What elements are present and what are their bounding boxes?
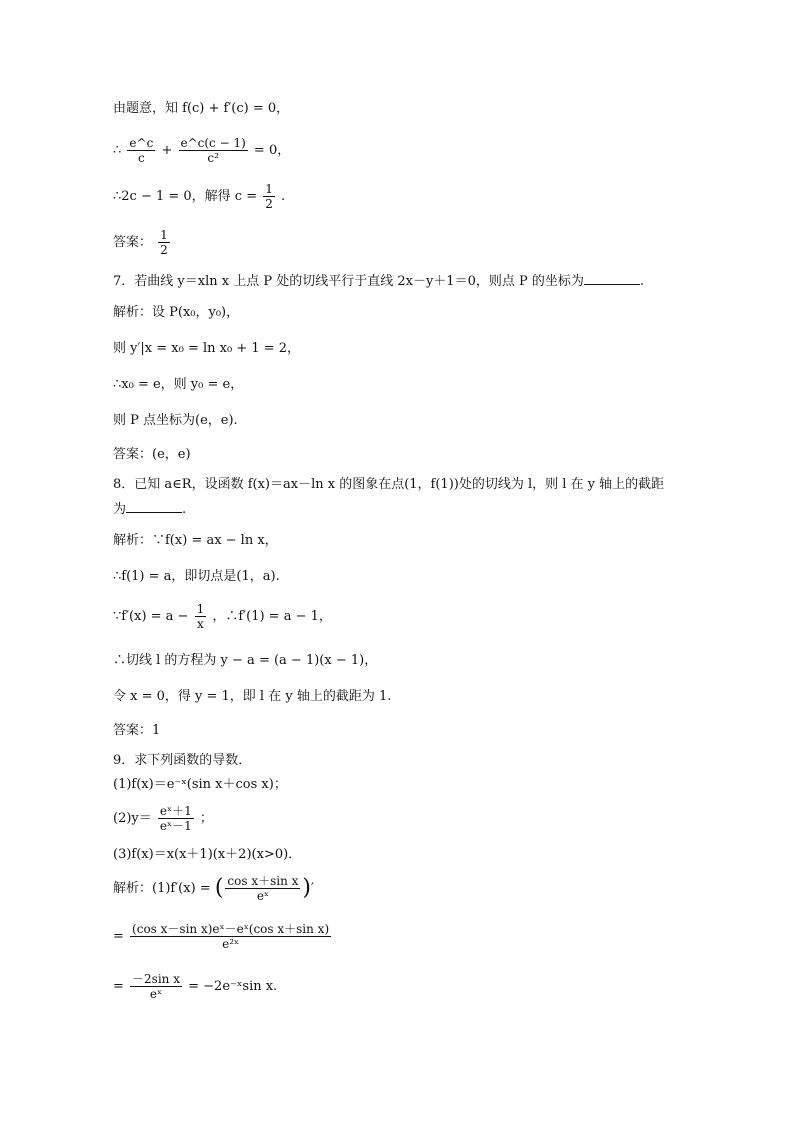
fraction-numerator: e^c(c − 1) bbox=[180, 136, 246, 150]
fraction-numerator: eˣ＋1 bbox=[159, 804, 192, 818]
text-segment: . bbox=[639, 274, 644, 289]
equation-line bbox=[113, 972, 277, 1001]
solution-line bbox=[113, 376, 243, 394]
text-segment: ′ bbox=[311, 881, 314, 896]
text-segment: 为 bbox=[113, 502, 127, 517]
solution-line bbox=[113, 688, 391, 706]
text-segment: 则 y′|x = x₀ = ln x₀ + 1 = 2， bbox=[113, 341, 301, 356]
text-segment: ∴x₀ = e，则 y₀ = e， bbox=[113, 377, 244, 392]
equation-line bbox=[113, 922, 333, 951]
text-segment: . bbox=[182, 502, 187, 517]
question-text: 9．求下列函数的导数． bbox=[113, 753, 252, 768]
answer-blank bbox=[584, 272, 640, 285]
question-9-part-1 bbox=[113, 776, 287, 794]
fraction-numerator: 1 bbox=[265, 182, 273, 196]
fraction-denominator: eˣ bbox=[256, 889, 270, 903]
text-segment: 则 P 点坐标为(e，e). bbox=[113, 413, 238, 428]
text-segment: ∴2c − 1 = 0，解得 c = bbox=[113, 189, 258, 204]
text-segment: 解析：(1)f′(x) = bbox=[113, 881, 211, 896]
solution-line bbox=[113, 412, 238, 430]
question-7 bbox=[113, 272, 644, 291]
equation-line bbox=[113, 182, 285, 211]
fraction bbox=[130, 922, 331, 951]
equation-line bbox=[113, 874, 314, 903]
text-segment: (1)f(x)＝e⁻ˣ(sin x＋cos x)； bbox=[113, 777, 287, 792]
text-segment: = bbox=[113, 979, 124, 994]
fraction-numerator: 1 bbox=[160, 228, 168, 242]
left-paren: ( bbox=[214, 875, 224, 901]
fraction-denominator: 2 bbox=[265, 197, 273, 211]
solution-line bbox=[113, 652, 377, 670]
fraction bbox=[225, 874, 300, 903]
fraction-numerator: －2sin x bbox=[132, 972, 180, 986]
solution-line bbox=[113, 340, 300, 358]
fraction bbox=[195, 602, 207, 631]
solution-line bbox=[113, 532, 278, 550]
solution-line bbox=[113, 304, 239, 322]
right-paren: ) bbox=[302, 875, 312, 901]
text-segment: ∴切线 l 的方程为 y − a = (a − 1)(x − 1)， bbox=[113, 653, 378, 668]
fraction-denominator: eˣ－1 bbox=[159, 819, 192, 833]
answer-line bbox=[113, 722, 160, 740]
fraction bbox=[263, 182, 275, 211]
fraction-denominator: e²ˣ bbox=[222, 937, 240, 951]
equation-line bbox=[113, 602, 332, 631]
solution-line bbox=[113, 568, 280, 586]
text-segment: 解析：∵f(x) = ax − ln x， bbox=[113, 533, 278, 548]
answer-label: 答案： bbox=[113, 235, 153, 250]
text-segment: ，∴f′(1) = a − 1， bbox=[212, 609, 332, 624]
fraction bbox=[158, 804, 194, 833]
text-segment: 令 x = 0，得 y = 1，即 l 在 y 轴上的截距为 1. bbox=[113, 689, 392, 704]
text-segment: = bbox=[113, 929, 124, 944]
question-8 bbox=[113, 476, 664, 494]
text-segment: 由题意，知 f(c) + f′(c) = 0， bbox=[113, 101, 290, 116]
text-segment: = −2e⁻ˣsin x. bbox=[188, 979, 278, 994]
fraction-denominator: eˣ bbox=[149, 987, 163, 1001]
fraction bbox=[130, 972, 182, 1001]
text-line bbox=[113, 100, 289, 118]
text-segment: = 0， bbox=[253, 143, 291, 158]
fraction-denominator: 2 bbox=[160, 243, 168, 257]
text-segment: 答案：1 bbox=[113, 723, 161, 738]
text-segment: + bbox=[161, 143, 173, 158]
fraction-numerator: 1 bbox=[196, 602, 205, 616]
fraction-denominator: c bbox=[138, 151, 145, 165]
fraction-denominator: c² bbox=[207, 151, 219, 165]
fraction bbox=[179, 136, 248, 165]
answer-blank bbox=[126, 500, 182, 513]
question-9-part-2 bbox=[113, 804, 213, 833]
fraction-numerator: e^c bbox=[129, 136, 154, 150]
question-text: 7．若曲线 y＝xln x 上点 P 处的切线平行于直线 2x－y＋1＝0，则点 P 的坐标为 bbox=[113, 274, 584, 289]
answer-line bbox=[113, 446, 191, 464]
fraction bbox=[158, 228, 170, 257]
question-9 bbox=[113, 752, 251, 770]
fraction bbox=[127, 136, 155, 165]
fraction-denominator: x bbox=[197, 617, 204, 631]
fraction-numerator: cos x＋sin x bbox=[227, 874, 299, 888]
equation-line bbox=[113, 136, 290, 165]
text-segment: ∵f′(x) = a − bbox=[113, 609, 189, 624]
fraction-numerator: (cos x－sin x)eˣ－eˣ(cos x＋sin x) bbox=[132, 922, 330, 936]
text-segment: (2)y＝ bbox=[113, 811, 152, 826]
text-segment: ∴ bbox=[113, 143, 122, 158]
question-9-part-3 bbox=[113, 846, 301, 864]
text-segment: 答案：(e，e) bbox=[113, 447, 191, 462]
answer-line bbox=[113, 228, 172, 257]
text-segment: ∴f(1) = a，即切点是(1，a). bbox=[113, 569, 280, 584]
text-segment: 解析：设 P(x₀，y₀)， bbox=[113, 305, 240, 320]
text-segment: (3)f(x)＝x(x＋1)(x＋2)(x>0)． bbox=[113, 847, 302, 862]
text-segment: . bbox=[281, 189, 286, 204]
question-8-continued bbox=[113, 500, 186, 519]
text-segment: ； bbox=[199, 811, 213, 826]
question-text: 8．已知 a∈R，设函数 f(x)＝ax－ln x 的图象在点(1，f(1))处的切线为 l，则 l 在 y 轴上的截距 bbox=[113, 477, 665, 492]
